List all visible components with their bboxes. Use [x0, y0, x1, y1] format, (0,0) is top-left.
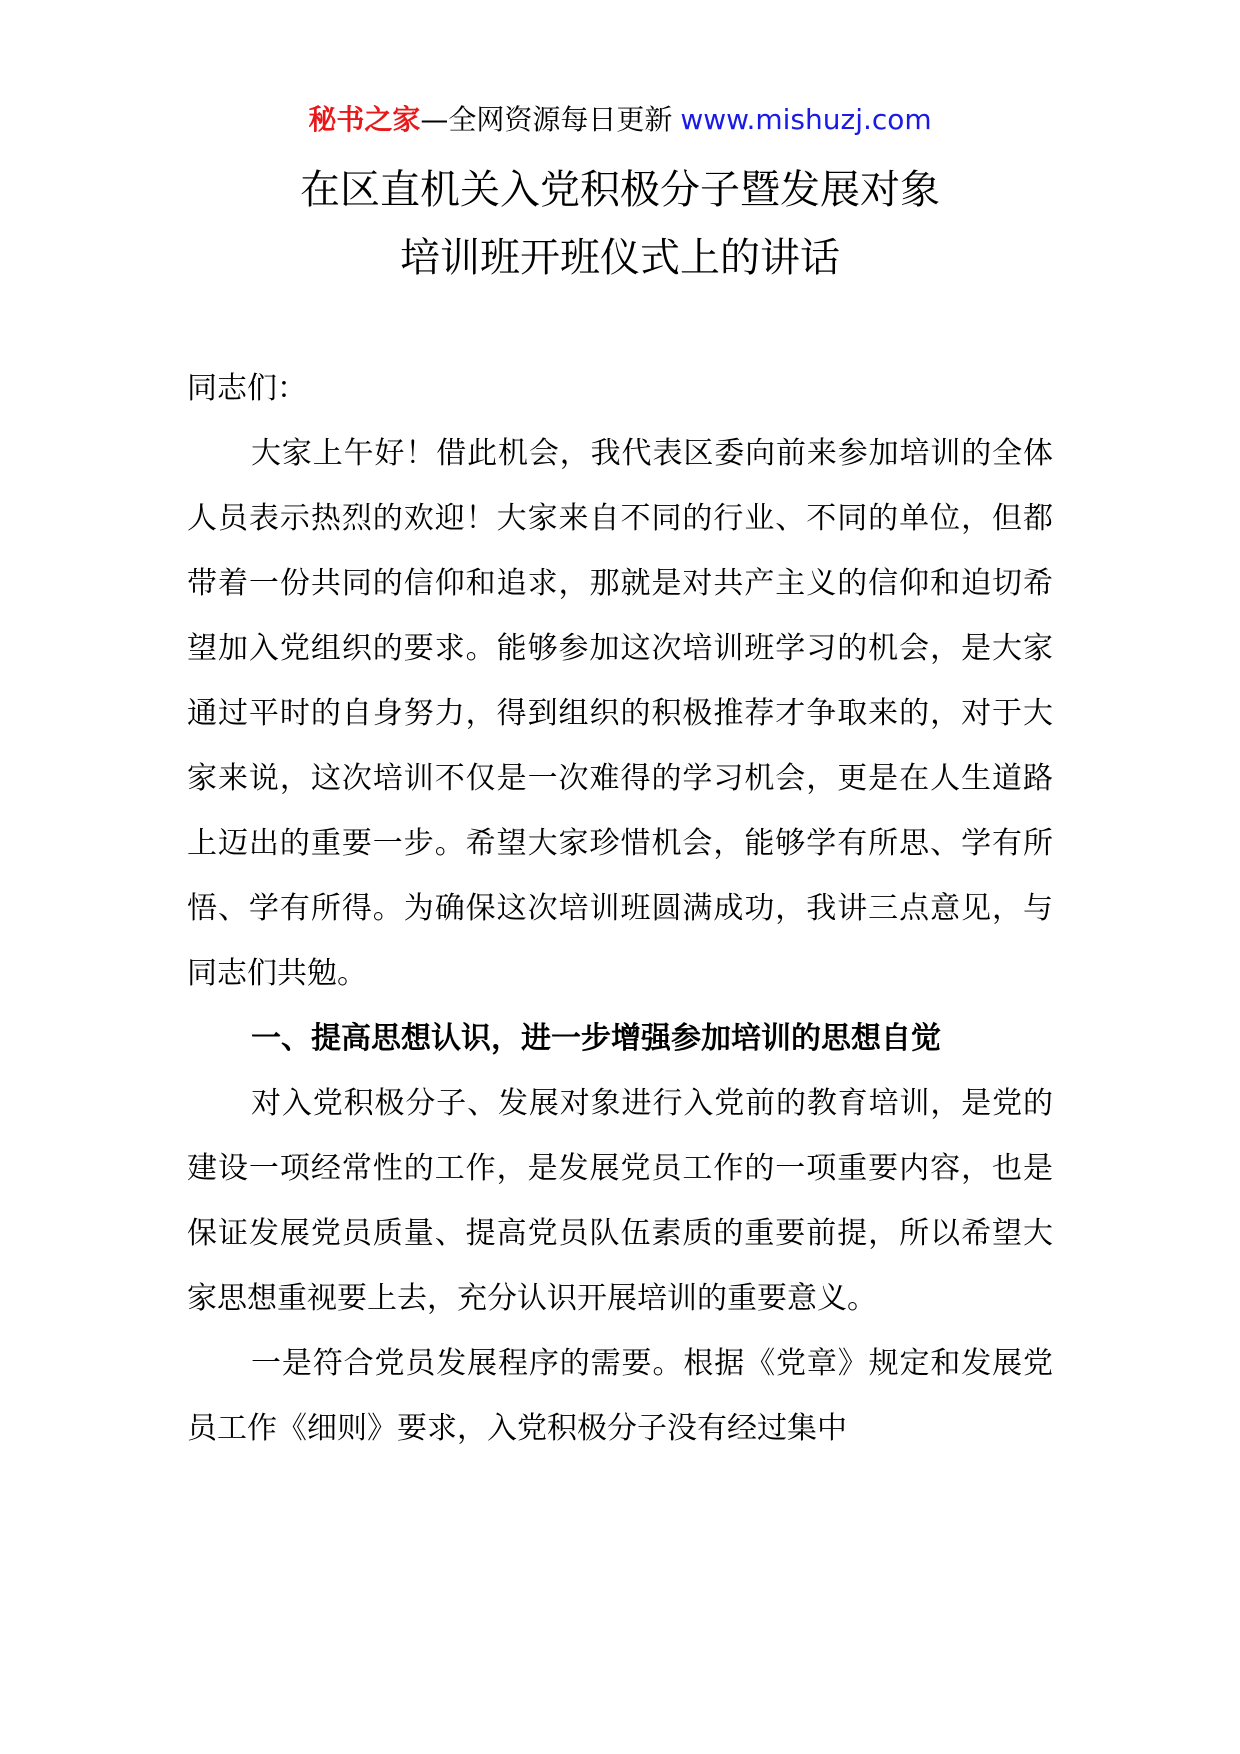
body-paragraph: 一是符合党员发展程序的需要。根据《党章》规定和发展党员工作《细则》要求，入党积极分子没有经过集中: [187, 1346, 1053, 1446]
brand-name: 秘书之家: [308, 103, 421, 136]
body-paragraph: 大家上午好！借此机会，我代表区委向前来参加培训的全体人员表示热烈的欢迎！大家来自不同的行业、不同的单位，但都带着一份共同的信仰和追求，那就是对共产主义的信仰和迫切希望加入党组织的要求。能够参加这次培训班学习的机会，是大家通过平时的自身努力，得到组织的积极推荐才争取来的，对于大家来说，这次培训不仅是一次难得的学习机会，更是在人生道路上迈出的重要一步。希望大家珍惜机会，能够学有所思、学有所悟、学有所得。为确保这次培训班圆满成功，我讲三点意见，与同志们共勉。: [187, 436, 1053, 991]
body-paragraph: 对入党积极分子、发展对象进行入党前的教育培训，是党的建设一项经常性的工作，是发展党员工作的一项重要内容，也是保证发展党员质量、提高党员队伍素质的重要前提，所以希望大家思想重视要上去，充分认识开展培训的重要意义。: [187, 1086, 1053, 1316]
section-heading: 一、提高思想认识，进一步增强参加培训的思想自觉: [251, 1021, 941, 1056]
document-body: [187, 356, 1053, 1461]
header-tagline: —全网资源每日更新: [420, 103, 673, 136]
salutation: 同志们：: [187, 371, 307, 406]
document-title-line-1: 在区直机关入党积极分子暨发展对象: [300, 167, 940, 213]
site-header: [0, 100, 1240, 140]
site-url-link[interactable]: www.mishuzj.com: [680, 103, 932, 136]
document-title-line-2: 培训班开班仪式上的讲话: [400, 235, 840, 281]
